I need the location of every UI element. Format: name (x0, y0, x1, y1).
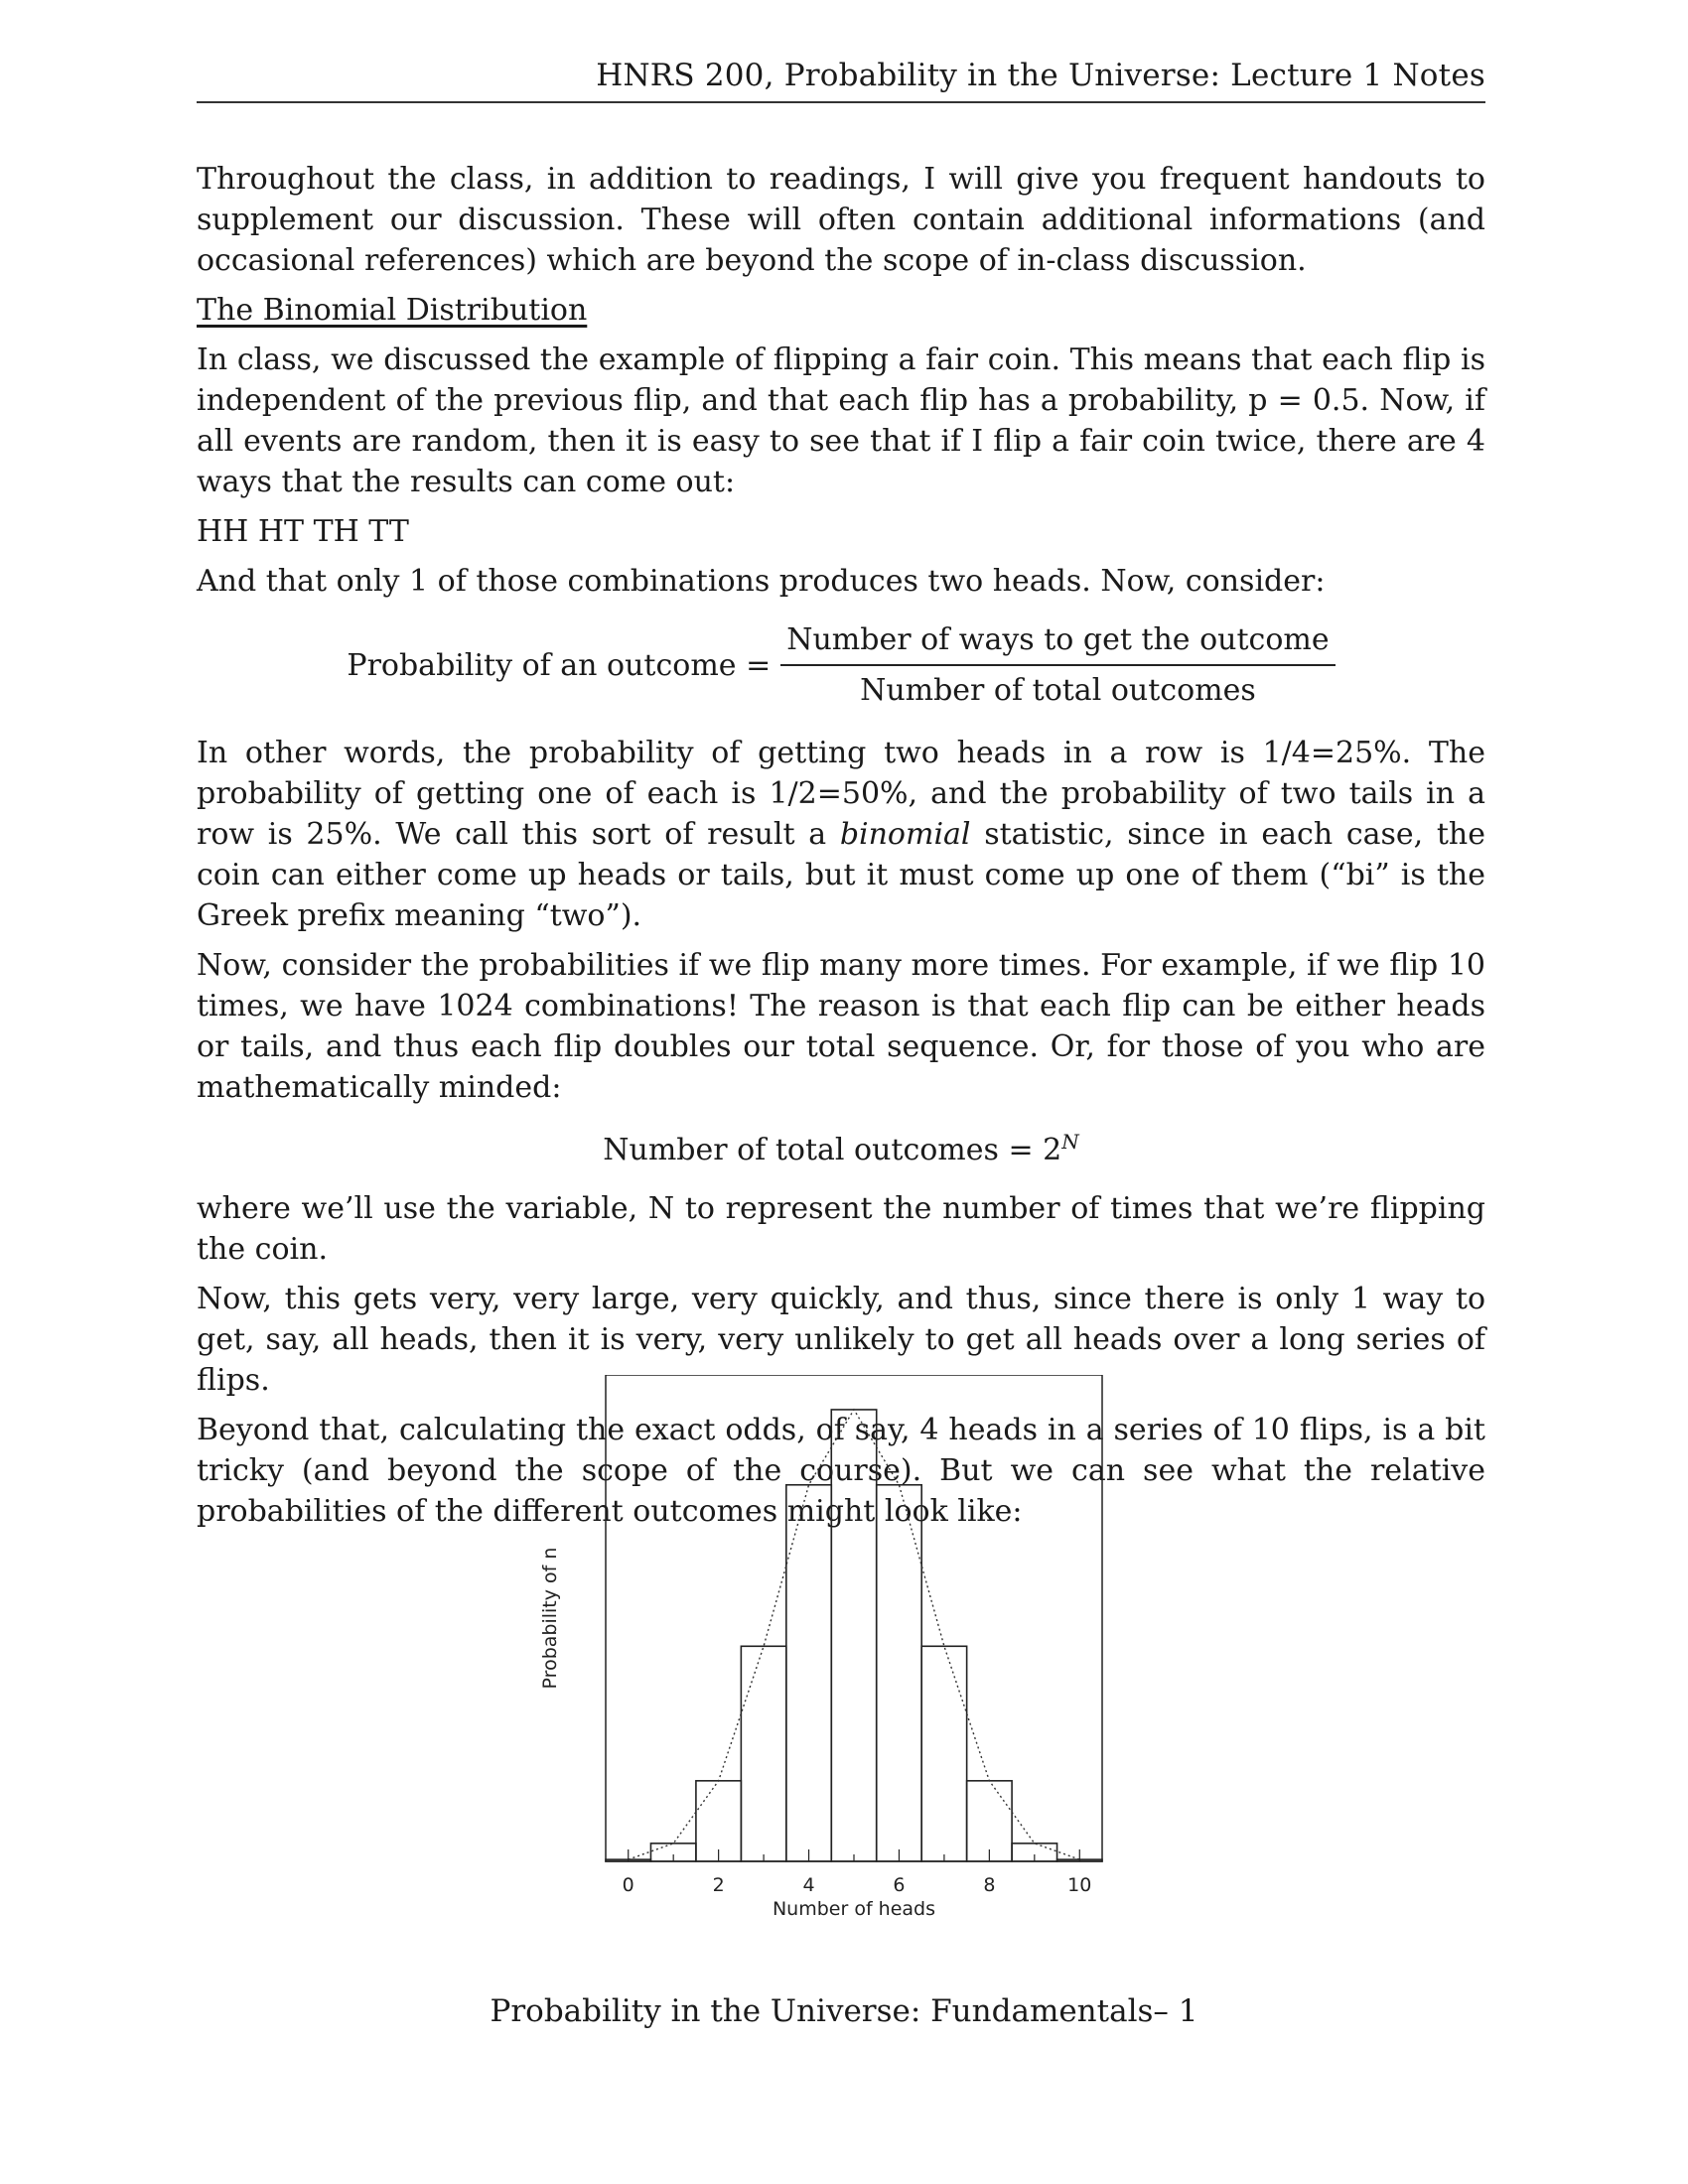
histogram-bar (741, 1646, 785, 1861)
x-tick-label: 10 (1067, 1874, 1092, 1896)
x-tick-label: 0 (622, 1874, 634, 1896)
plot-frame (606, 1375, 1102, 1861)
x-tick-label: 6 (893, 1874, 906, 1896)
page-header (197, 58, 1485, 103)
probability-equation (197, 619, 1485, 711)
paragraph-large-numbers: Now, this gets very, very large, very quickly, and thus, since there is only 1 way to get, say, all heads, then it is very, very unlikely to get all heads over a long series of flips. (197, 1282, 1485, 1398)
equation2-exponent: N (1061, 1130, 1079, 1154)
histogram-bar (831, 1410, 876, 1861)
binomial-term: binomial (839, 817, 971, 852)
binomial-text-b: statistic, since in each case, the coin can either come up heads or tails, but it must come up one of them (“bi” is the Greek prefix meaning “two”). (197, 817, 1486, 933)
equation-numerator: Number of ways to get the outcome (780, 619, 1335, 666)
equation-lhs: Probability of an outcome = (347, 647, 772, 683)
x-tick-label: 8 (983, 1874, 996, 1896)
x-axis-label: Number of heads (772, 1898, 936, 1920)
paragraph-coin-example: In class, we discussed the example of flipping a fair coin. This means that each flip is independent of the previous flip, and that each flip has a probability, p = 0.5. Now, if all events are random, then it is easy to see that if I flip a fair coin twice, there are 4 ways that the results can come out: (197, 342, 1485, 499)
histogram-bar (877, 1485, 921, 1861)
histogram-bar (921, 1646, 966, 1861)
x-tick-label: 2 (712, 1874, 725, 1896)
histogram-bar (967, 1781, 1012, 1861)
paragraph-binomial (197, 733, 1485, 936)
y-axis-label: Probability of n (539, 1547, 561, 1690)
section-title: The Binomial Distribution (197, 293, 588, 328)
page-footer: Probability in the Universe: Fundamentals– 1 (490, 1993, 1198, 2029)
x-tick-label: 4 (802, 1874, 815, 1896)
equation2-text: Number of total outcomes = 2 (603, 1133, 1062, 1167)
binomial-histogram-figure (526, 1375, 1142, 1941)
histogram-bar (786, 1485, 831, 1861)
total-outcomes-equation (197, 1122, 1485, 1170)
paragraph-variable-n: where we’ll use the variable, N to represent the number of times that we’re flipping the coin. (197, 1191, 1485, 1267)
equation-denominator: Number of total outcomes (860, 673, 1256, 708)
binomial-histogram (526, 1375, 1142, 1941)
histogram-bar (696, 1781, 741, 1861)
binomial-text-a: In other words, the probability of getting two heads in a row is 1/4=25%. The probability of getting one of each is 1/2=50%, and the probability of two tails in a row is 25%. We call this sort of result a (197, 736, 1485, 852)
paragraph-exact-odds: Beyond that, calculating the exact odds, of say, 4 heads in a series of 10 flips, is a bit tricky (and beyond the scope of the course). But we can see what the relative probabilities of the different outcomes might look like: (197, 1413, 1485, 1529)
outcomes-list: HH HT TH TT (197, 514, 409, 549)
paragraph-many-flips: Now, consider the probabilities if we flip many more times. For example, if we flip 10 times, we have 1024 combinations! The reason is that each flip can be either heads or tails, and thus each flip doubles our total sequence. Or, for those of you who are mathematically minded: (197, 948, 1485, 1105)
header-title: HNRS 200, Probability in the Universe: Lecture 1 Notes (596, 58, 1485, 93)
intro-paragraph: Throughout the class, in addition to readings, I will give you frequent handouts to supplement our discussion. These will often contain additional informations (and occasional references) which are beyond the scope of in-class discussion. (197, 162, 1485, 278)
equation-fraction (780, 619, 1335, 711)
page-body (197, 159, 1485, 1541)
paragraph-consider: And that only 1 of those combinations produces two heads. Now, consider: (197, 564, 1326, 599)
